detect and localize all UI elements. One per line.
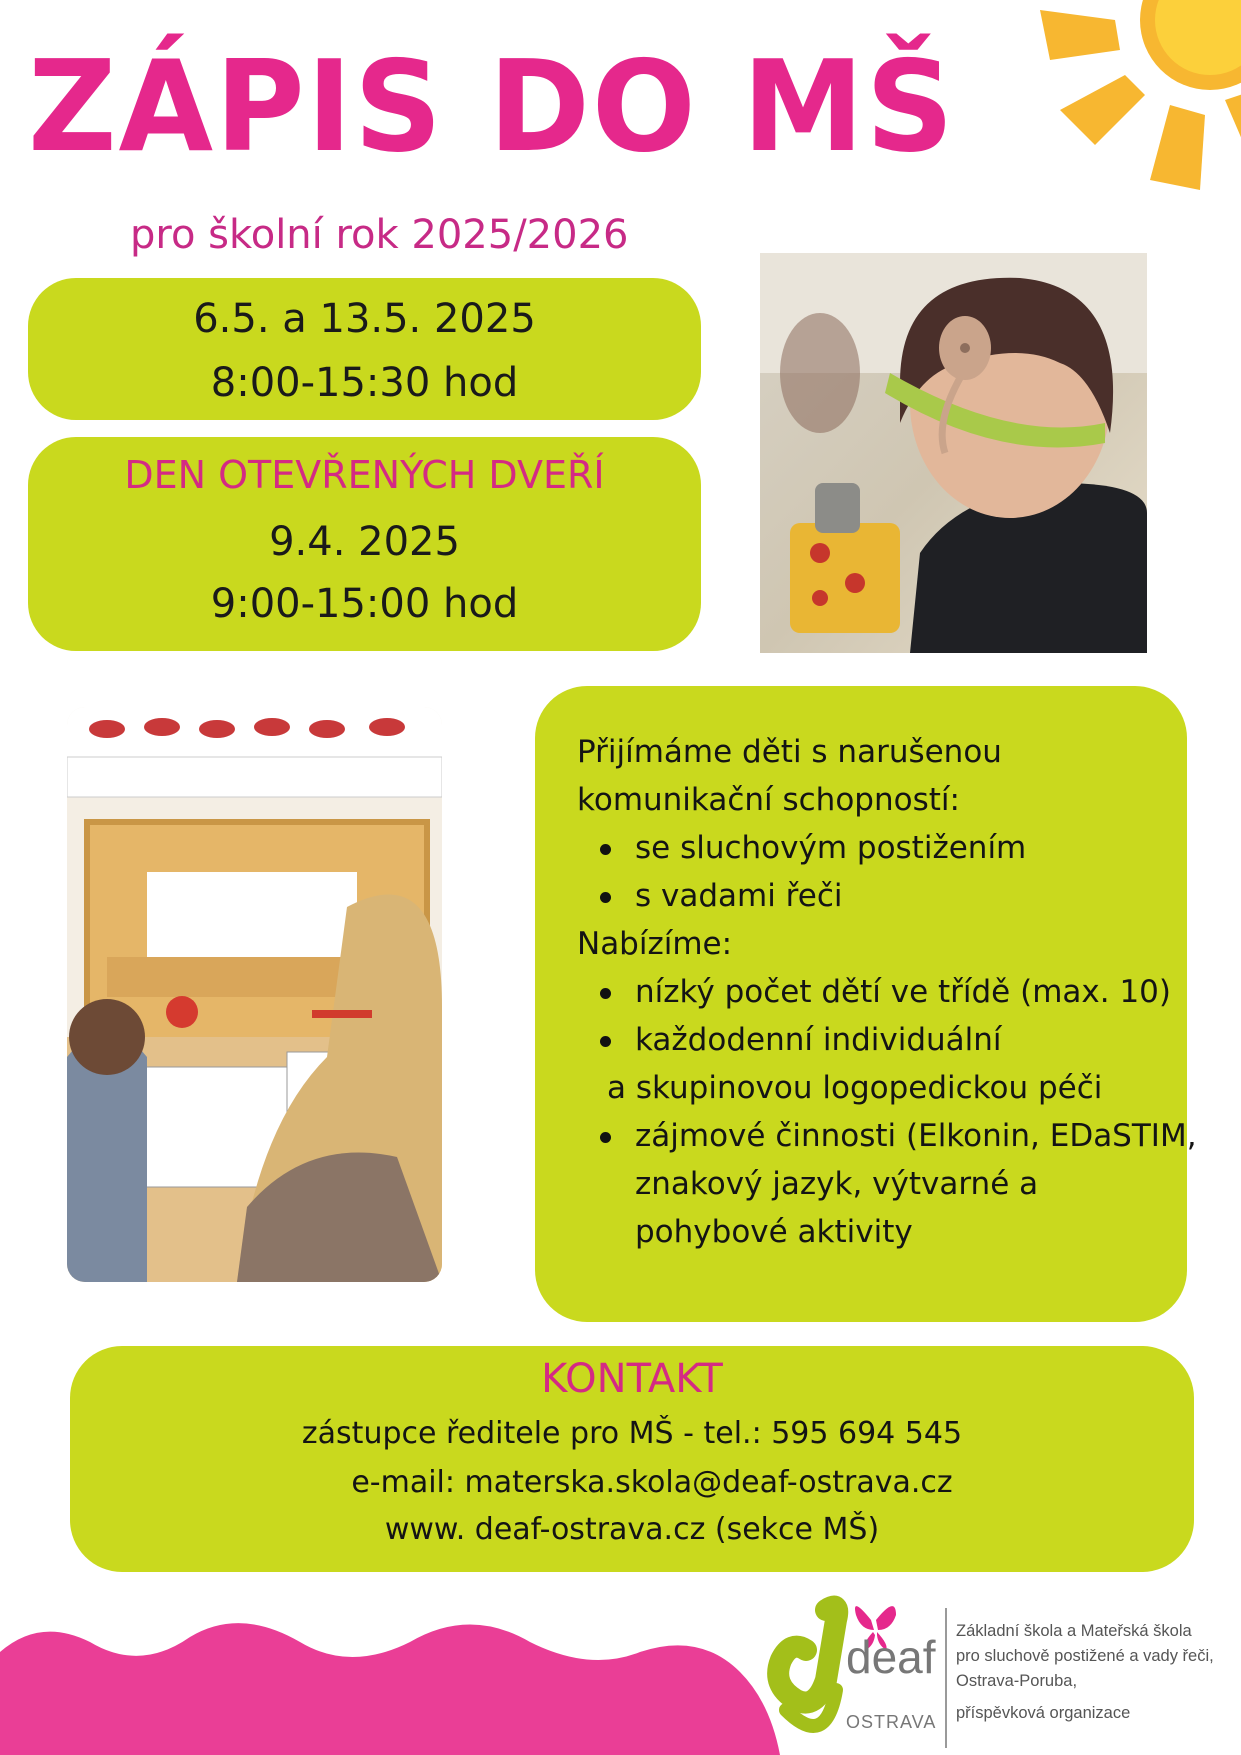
contact-heading: KONTAKT bbox=[541, 1356, 723, 1402]
accept-item-hearing: se sluchovým postižením bbox=[635, 830, 1027, 866]
enrollment-dates-box bbox=[28, 278, 701, 420]
open-day-time: 9:00-15:00 hod bbox=[210, 581, 519, 627]
org-name-line1: Základní škola a Mateřská škola bbox=[956, 1622, 1192, 1640]
logo-word: deaf bbox=[846, 1631, 936, 1683]
photo-classroom-activity bbox=[67, 707, 442, 1282]
enrollment-dates: 6.5. a 13.5. 2025 bbox=[193, 296, 536, 342]
offer-item-activities-line3: pohybové aktivity bbox=[635, 1214, 913, 1250]
contact-email[interactable]: e-mail: materska.skola@deaf-ostrava.cz bbox=[351, 1465, 953, 1500]
photo-boy-with-cochlear-implant bbox=[760, 253, 1147, 653]
accept-text-line2: komunikační schopností: bbox=[577, 782, 960, 818]
info-box bbox=[535, 686, 1197, 1322]
contact-website[interactable]: www. deaf-ostrava.cz (sekce MŠ) bbox=[384, 1512, 880, 1547]
open-day-box bbox=[28, 437, 701, 651]
contact-box bbox=[70, 1346, 1194, 1572]
logo-city: OSTRAVA bbox=[846, 1712, 937, 1732]
offer-item-activities-line1: zájmové činnosti (Elkonin, EDaSTIM, bbox=[635, 1118, 1197, 1154]
page-subtitle: pro školní rok 2025/2026 bbox=[130, 212, 629, 258]
bullet-icon bbox=[600, 892, 611, 903]
contact-phone: zástupce ředitele pro MŠ - tel.: 595 694 545 bbox=[301, 1416, 963, 1451]
bullet-icon bbox=[600, 988, 611, 999]
offer-item-care-line1: každodenní individuální bbox=[635, 1022, 1002, 1058]
offer-item-care-line2: a skupinovou logopedickou péči bbox=[607, 1070, 1103, 1106]
bullet-icon bbox=[600, 844, 611, 855]
offer-item-activities-line2: znakový jazyk, výtvarné a bbox=[635, 1166, 1039, 1202]
offer-item-class-size: nízký počet dětí ve třídě (max. 10) bbox=[635, 974, 1171, 1010]
open-day-heading: DEN OTEVŘENÝCH DVEŘÍ bbox=[124, 453, 605, 497]
pink-wave-decoration bbox=[0, 1612, 780, 1755]
org-name-line3: Ostrava-Poruba, bbox=[956, 1672, 1078, 1690]
logo-divider bbox=[945, 1608, 947, 1748]
sun-decoration bbox=[1020, 0, 1241, 220]
offer-heading: Nabízíme: bbox=[577, 926, 733, 962]
org-name-line4: příspěvková organizace bbox=[956, 1704, 1131, 1722]
enrollment-time: 8:00-15:30 hod bbox=[210, 360, 519, 406]
bullet-icon bbox=[600, 1132, 611, 1143]
bullet-icon bbox=[600, 1036, 611, 1047]
accept-text-line1: Přijímáme děti s narušenou bbox=[577, 734, 1002, 770]
accept-item-speech: s vadami řeči bbox=[635, 878, 843, 914]
org-name-line2: pro sluchově postižené a vady řeči, bbox=[956, 1647, 1214, 1665]
page-title: ZÁPIS DO MŠ bbox=[28, 33, 956, 180]
open-day-date: 9.4. 2025 bbox=[269, 519, 460, 565]
